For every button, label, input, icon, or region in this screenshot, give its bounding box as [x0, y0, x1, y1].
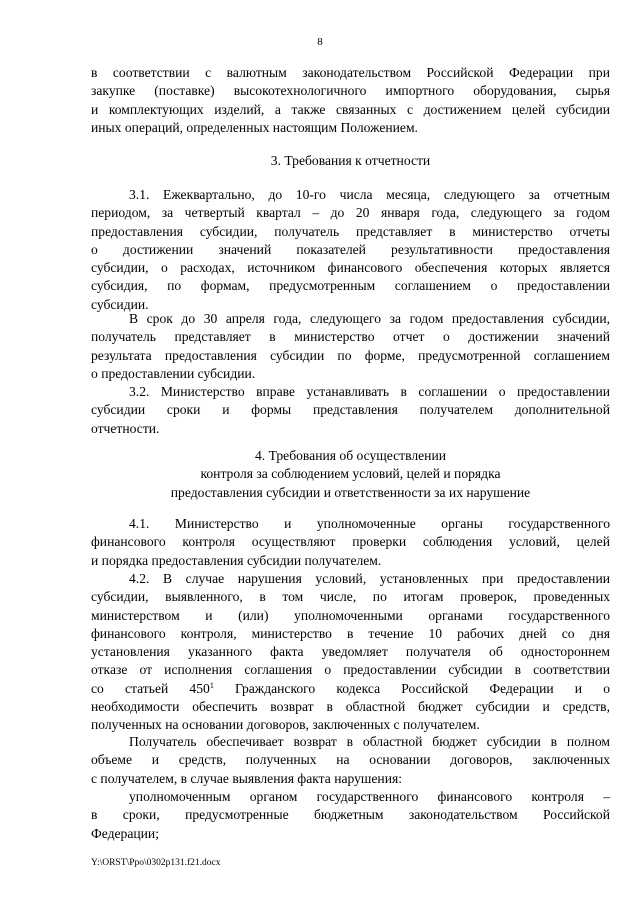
intro-paragraph: [91, 64, 610, 137]
text-line: с получателем, в случае выявления факта нарушения:: [91, 770, 403, 786]
text-line: отчетности.: [91, 420, 160, 436]
text-line: отказе от исполнения соглашения о предоставлении субсидии в соответствии: [91, 662, 610, 678]
text-line: 4.1. Министерство и уполномоченные органы государственного: [129, 516, 610, 531]
text-line: министерством и (или) уполномоченными органами государственного: [91, 607, 610, 623]
paragraph-4-1: [91, 515, 610, 570]
text-line: финансового контроля осуществляют проверки соблюдения условий, целей: [91, 534, 610, 550]
text-line: и порядка предоставления субсидии получателем.: [91, 552, 382, 568]
text-line: субсидии, выявленного, в том числе, по итогам проверок, проведенных: [91, 589, 610, 605]
text-line: необходимости обеспечить возврат в областной бюджет субсидии и средств,: [91, 699, 610, 715]
text-line-article: [91, 680, 610, 698]
paragraph-4-2: [91, 570, 610, 735]
text-line: 3.1. Ежеквартально, до 10-го числа месяца, следующего за отчетным: [129, 187, 610, 202]
section-3-heading: 3. Требования к отчетности: [270, 153, 431, 168]
paragraph-3-2: [91, 383, 610, 438]
text-line: иных операций, определенных настоящим Положением.: [91, 119, 418, 135]
text-line: установления указанного факта уведомляет получателя об одностороннем: [91, 644, 610, 660]
paragraph-3-1: [91, 186, 610, 314]
heading-line: предоставления субсидии и ответственности за их нарушение: [170, 484, 531, 500]
heading-line: 4. Требования об осуществлении: [255, 448, 446, 463]
article-text-rest: Гражданского кодекса Российской Федерации и о: [213, 680, 610, 696]
file-path-footer: Y:\ORST\Ppo\0302p131.f21.docx: [91, 858, 221, 868]
article-superscript: 1: [209, 680, 214, 690]
text-line: и комплектующих изделий, а также связанных с достижением целей субсидии: [91, 101, 610, 117]
text-line: В срок до 30 апреля года, следующего за годом предоставления субсидии,: [129, 311, 610, 326]
text-line: субсидии.: [91, 296, 149, 312]
text-line: объеме и средств, полученных на основании договоров, заключенных: [91, 752, 610, 768]
text-line: субсидии сроки и формы представления получателем дополнительной: [91, 402, 610, 418]
text-line: предоставления субсидии, получатель представляет в министерство отчеты: [91, 223, 610, 239]
paragraph-return: [91, 733, 610, 788]
section-4-heading: [91, 447, 610, 502]
text-line: в сроки, предусмотренные бюджетным законодательством Российской: [91, 807, 610, 823]
text-line: субсидия, по формам, предусмотренным соглашением о предоставлении: [91, 278, 610, 294]
text-line: уполномоченным органом государственного финансового контроля –: [129, 789, 610, 804]
text-line: закупке (поставке) высокотехнологичного импортного оборудования, сырья: [91, 83, 610, 99]
text-line: финансового контроля, министерство в течение 10 рабочих дней со дня: [91, 625, 610, 641]
text-line: 3.2. Министерство вправе устанавливать в соглашении о предоставлении: [129, 384, 610, 399]
paragraph-3-1-deadline: [91, 310, 610, 383]
text-line: о достижении значений показателей результативности предоставления: [91, 241, 610, 257]
text-line: субсидии, о расходах, источником финансового обеспечения которых является: [91, 260, 610, 276]
text-line: полученных на основании договоров, заключенных с получателем.: [91, 717, 480, 733]
text-line: в соответствии с валютным законодательством Российской Федерации при: [91, 65, 610, 80]
article-text: со статьей 450: [91, 680, 210, 696]
text-line: Получатель обеспечивает возврат в областной бюджет субсидии в полном: [129, 734, 610, 749]
page-number: 8: [317, 36, 323, 48]
text-line: о предоставлении субсидии.: [91, 365, 256, 381]
text-line: 4.2. В случае нарушения условий, установленных при предоставлении: [129, 571, 610, 586]
heading-line: контроля за соблюдением условий, целей и порядка: [200, 466, 501, 482]
text-line: Федерации;: [91, 825, 159, 841]
text-line: получатель представляет в министерство отчет о достижении значений: [91, 329, 610, 345]
text-line: результата предоставления субсидии по форме, предусмотренной соглашением: [91, 347, 610, 363]
paragraph-control: [91, 788, 610, 843]
text-line: периодом, за четвертый квартал – до 20 января года, следующего за годом: [91, 205, 610, 221]
